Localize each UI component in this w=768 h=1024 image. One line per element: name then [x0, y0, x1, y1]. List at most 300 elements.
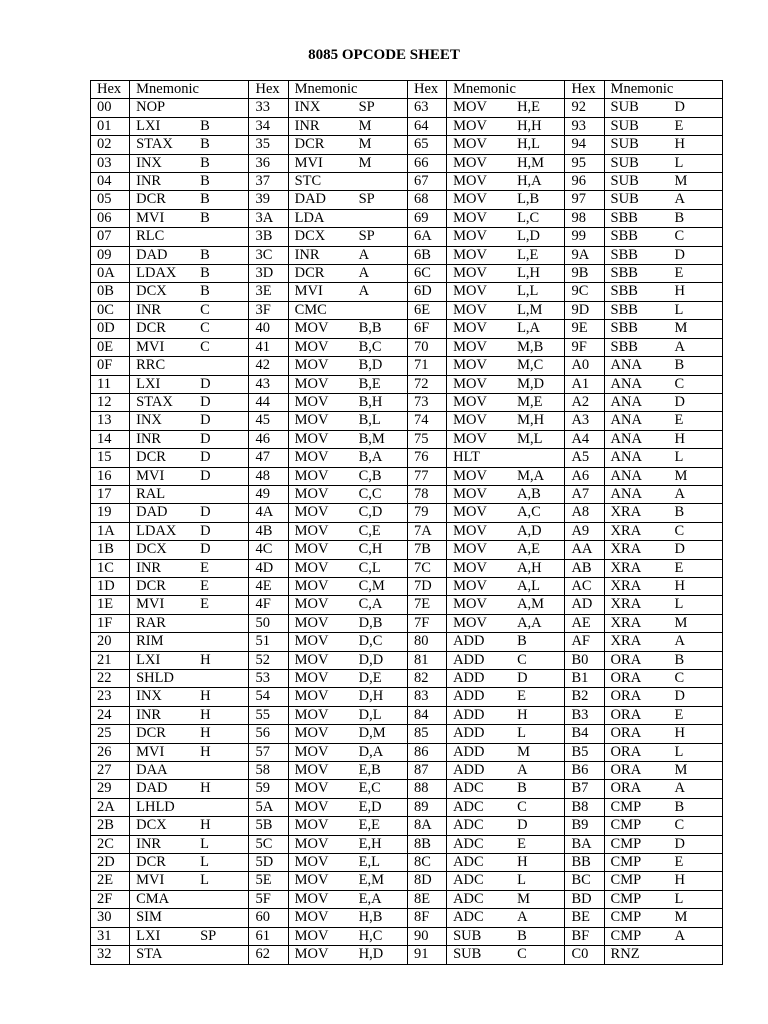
instruction-name: MVI [136, 743, 165, 760]
hex-cell: 73 [407, 393, 446, 411]
table-row [91, 817, 723, 835]
instruction-name: ADC [453, 854, 484, 871]
mnemonic-cell [447, 412, 565, 430]
mnemonic-cell [604, 485, 722, 503]
instruction-name: ANA [610, 485, 642, 502]
instruction-name: LXI [136, 117, 161, 134]
hex-cell: A6 [565, 467, 604, 485]
instruction-name: INX [294, 99, 321, 116]
instruction-operand: D [200, 522, 211, 539]
hex-cell: 01 [91, 117, 130, 135]
instruction-operand: C [517, 651, 527, 668]
table-row [91, 909, 723, 927]
instruction-name: CMP [610, 890, 642, 907]
mnemonic-cell [130, 99, 249, 117]
instruction-name: MOV [453, 614, 487, 631]
hex-cell: 0D [91, 320, 130, 338]
instruction-name: MVI [136, 338, 165, 355]
mnemonic-cell [130, 688, 249, 706]
mnemonic-cell [130, 301, 249, 319]
mnemonic-cell [130, 522, 249, 540]
instruction-operand: L,M [517, 301, 543, 318]
hex-cell: 00 [91, 99, 130, 117]
mnemonic-cell [447, 485, 565, 503]
hex-cell: A8 [565, 504, 604, 522]
table-row [91, 798, 723, 816]
instruction-name: CMC [294, 301, 327, 318]
hex-cell: 5B [249, 817, 288, 835]
hex-cell: 61 [249, 927, 288, 945]
instruction-name: CMP [610, 927, 642, 944]
instruction-operand: E [200, 577, 209, 594]
table-row [91, 449, 723, 467]
instruction-operand: H,L [517, 136, 541, 153]
mnemonic-cell [288, 559, 407, 577]
hex-cell: B5 [565, 743, 604, 761]
mnemonic-cell [604, 577, 722, 595]
mnemonic-cell [288, 246, 407, 264]
hex-cell: 7A [407, 522, 446, 540]
instruction-operand: A,H [517, 559, 542, 576]
instruction-name: MOV [294, 412, 329, 429]
table-row [91, 412, 723, 430]
hex-cell: 95 [565, 154, 604, 172]
instruction-name: MOV [453, 485, 487, 502]
hex-cell: 31 [91, 927, 130, 945]
instruction-name: ORA [610, 725, 642, 742]
mnemonic-cell [604, 504, 722, 522]
instruction-name: INR [136, 430, 162, 447]
instruction-name: XRA [610, 577, 642, 594]
mnemonic-cell [288, 209, 407, 227]
hex-cell: C0 [565, 946, 604, 964]
mnemonic-cell [288, 854, 407, 872]
instruction-operand: SP [200, 927, 217, 944]
instruction-operand: B [200, 191, 210, 208]
mnemonic-cell [130, 357, 249, 375]
instruction-operand: H [200, 651, 211, 668]
instruction-name: MOV [453, 338, 487, 355]
mnemonic-cell [447, 246, 565, 264]
instruction-operand: L [674, 449, 684, 466]
instruction-operand: H [200, 706, 211, 723]
hex-cell: 13 [91, 412, 130, 430]
instruction-name: CMP [610, 798, 642, 815]
instruction-operand: C [674, 817, 685, 834]
mnemonic-cell [130, 762, 249, 780]
mnemonic-cell [288, 320, 407, 338]
opcode-table [90, 80, 723, 965]
mnemonic-cell [447, 854, 565, 872]
mnemonic-cell [130, 320, 249, 338]
table-row [91, 946, 723, 964]
instruction-name: ADC [453, 817, 484, 834]
instruction-name: DCR [136, 191, 166, 208]
instruction-operand: M,D [517, 375, 545, 392]
hex-cell: 12 [91, 393, 130, 411]
mnemonic-cell [288, 614, 407, 632]
instruction-operand: E [517, 835, 526, 852]
hex-cell: A0 [565, 357, 604, 375]
instruction-operand: D [200, 449, 211, 466]
instruction-name: SIM [136, 909, 162, 926]
mnemonic-cell [604, 743, 722, 761]
hex-cell: 5E [249, 872, 288, 890]
mnemonic-cell [604, 191, 722, 209]
instruction-operand: A [358, 265, 370, 282]
hex-cell: 56 [249, 725, 288, 743]
mnemonic-cell [447, 780, 565, 798]
instruction-name: MOV [453, 228, 487, 245]
instruction-name: MOV [294, 614, 329, 631]
mnemonic-cell [130, 909, 249, 927]
instruction-name: MVI [294, 283, 323, 300]
hex-cell: 17 [91, 485, 130, 503]
mnemonic-cell [288, 596, 407, 614]
instruction-name: DCR [136, 725, 166, 742]
hex-cell: 83 [407, 688, 446, 706]
mnemonic-cell [447, 393, 565, 411]
instruction-operand: L,A [517, 320, 541, 337]
instruction-name: CMP [610, 817, 642, 834]
instruction-name: ADD [453, 688, 485, 705]
instruction-operand: B,H [358, 393, 383, 410]
instruction-operand: B [200, 209, 210, 226]
instruction-operand: M,B [517, 338, 544, 355]
hex-cell: 3A [249, 209, 288, 227]
hex-cell: 4A [249, 504, 288, 522]
hex-cell: 09 [91, 246, 130, 264]
instruction-name: DCX [136, 817, 167, 834]
mnemonic-cell [288, 485, 407, 503]
hex-cell: AD [565, 596, 604, 614]
instruction-name: MOV [294, 485, 329, 502]
instruction-name: MOV [294, 504, 329, 521]
hex-cell: 50 [249, 614, 288, 632]
instruction-name: ADD [453, 651, 485, 668]
instruction-name: STAX [136, 393, 173, 410]
instruction-operand: A [674, 485, 686, 502]
instruction-operand: A [674, 633, 686, 650]
table-row [91, 393, 723, 411]
hex-cell: BF [565, 927, 604, 945]
instruction-name: ADC [453, 835, 484, 852]
mnemonic-cell [130, 670, 249, 688]
instruction-operand: B [674, 651, 685, 668]
hex-cell: 91 [407, 946, 446, 964]
instruction-operand: D,M [358, 725, 386, 742]
instruction-name: MOV [453, 246, 487, 263]
table-row [91, 706, 723, 724]
mnemonic-cell [447, 614, 565, 632]
mnemonic-cell [604, 854, 722, 872]
hex-cell: 94 [565, 136, 604, 154]
instruction-name: MOV [453, 209, 487, 226]
mnemonic-cell [447, 706, 565, 724]
instruction-name: MOV [453, 412, 487, 429]
table-row [91, 927, 723, 945]
table-row [91, 265, 723, 283]
hex-cell: A3 [565, 412, 604, 430]
instruction-operand: A,E [517, 541, 541, 558]
mnemonic-cell [288, 283, 407, 301]
instruction-name: MOV [453, 117, 487, 134]
hex-cell: 1A [91, 522, 130, 540]
instruction-operand: B [200, 265, 210, 282]
hex-cell: 7C [407, 559, 446, 577]
instruction-operand: M,E [517, 393, 543, 410]
instruction-operand: D [200, 467, 211, 484]
table-row [91, 559, 723, 577]
hex-cell: 46 [249, 430, 288, 448]
hex-cell: 14 [91, 430, 130, 448]
instruction-name: INR [136, 559, 162, 576]
instruction-operand: A [674, 780, 686, 797]
hex-cell: BC [565, 872, 604, 890]
instruction-operand: L,D [517, 228, 541, 245]
hex-cell: 0E [91, 338, 130, 356]
instruction-name: MOV [294, 872, 329, 889]
instruction-operand: H,D [358, 946, 384, 963]
hex-cell: 48 [249, 467, 288, 485]
instruction-name: RIM [136, 633, 164, 650]
mnemonic-header: Mnemonic [447, 81, 565, 99]
mnemonic-cell [604, 946, 722, 964]
mnemonic-cell [130, 798, 249, 816]
instruction-operand: D,A [358, 743, 384, 760]
hex-cell: 43 [249, 375, 288, 393]
instruction-operand: D [674, 246, 686, 263]
instruction-operand: E [674, 559, 684, 576]
instruction-operand: M [358, 117, 372, 134]
instruction-name: CMP [610, 909, 642, 926]
mnemonic-cell [130, 191, 249, 209]
instruction-operand: E [200, 559, 209, 576]
instruction-operand: L [517, 872, 526, 889]
mnemonic-cell [130, 614, 249, 632]
hex-cell: 98 [565, 209, 604, 227]
hex-cell: 9B [565, 265, 604, 283]
table-row [91, 890, 723, 908]
table-row [91, 670, 723, 688]
instruction-name: SUB [610, 191, 639, 208]
hex-cell: 4D [249, 559, 288, 577]
instruction-name: MOV [453, 541, 487, 558]
mnemonic-cell [447, 596, 565, 614]
instruction-operand: E,E [358, 817, 380, 834]
instruction-name: ADD [453, 743, 485, 760]
hex-cell: 8D [407, 872, 446, 890]
instruction-operand: M [674, 173, 688, 190]
mnemonic-cell [288, 430, 407, 448]
mnemonic-cell [130, 927, 249, 945]
hex-cell: 54 [249, 688, 288, 706]
instruction-operand: A [674, 927, 686, 944]
instruction-operand: D,D [358, 651, 384, 668]
instruction-name: MOV [294, 706, 329, 723]
mnemonic-cell [604, 817, 722, 835]
instruction-name: MOV [453, 357, 487, 374]
mnemonic-cell [447, 191, 565, 209]
hex-cell: 4F [249, 596, 288, 614]
instruction-name: ANA [610, 357, 642, 374]
mnemonic-cell [130, 577, 249, 595]
instruction-name: CMP [610, 872, 642, 889]
instruction-name: MOV [453, 504, 487, 521]
mnemonic-cell [447, 154, 565, 172]
instruction-operand: E,H [358, 835, 382, 852]
instruction-operand: B,M [358, 430, 385, 447]
mnemonic-cell [604, 173, 722, 191]
table-row [91, 743, 723, 761]
hex-cell: 9A [565, 246, 604, 264]
instruction-operand: H,H [517, 117, 542, 134]
mnemonic-cell [604, 393, 722, 411]
instruction-operand: M,A [517, 467, 545, 484]
instruction-name: ADD [453, 633, 485, 650]
instruction-name: MOV [294, 854, 329, 871]
hex-cell: 3B [249, 228, 288, 246]
mnemonic-cell [604, 688, 722, 706]
mnemonic-cell [604, 467, 722, 485]
hex-cell: 6D [407, 283, 446, 301]
hex-cell: 72 [407, 375, 446, 393]
hex-cell: 92 [565, 99, 604, 117]
table-row [91, 577, 723, 595]
mnemonic-cell [604, 246, 722, 264]
instruction-operand: C [200, 301, 210, 318]
mnemonic-cell [447, 99, 565, 117]
hex-cell: 58 [249, 762, 288, 780]
instruction-operand: L [517, 725, 526, 742]
instruction-operand: H,B [358, 909, 383, 926]
instruction-operand: C [200, 338, 210, 355]
mnemonic-cell [604, 117, 722, 135]
hex-cell: A5 [565, 449, 604, 467]
hex-cell: 47 [249, 449, 288, 467]
instruction-name: MOV [294, 946, 329, 963]
hex-header: Hex [249, 81, 288, 99]
mnemonic-cell [288, 154, 407, 172]
mnemonic-cell [447, 173, 565, 191]
instruction-operand: A [358, 246, 370, 263]
mnemonic-cell [604, 136, 722, 154]
mnemonic-cell [288, 817, 407, 835]
instruction-name: MOV [453, 375, 487, 392]
hex-cell: 4E [249, 577, 288, 595]
table-row [91, 633, 723, 651]
instruction-name: LHLD [136, 798, 175, 815]
instruction-name: SUB [453, 946, 482, 963]
mnemonic-cell [288, 688, 407, 706]
mnemonic-cell [130, 890, 249, 908]
mnemonic-cell [288, 835, 407, 853]
instruction-name: MOV [294, 320, 329, 337]
instruction-name: XRA [610, 614, 642, 631]
instruction-name: XRA [610, 633, 642, 650]
instruction-operand: A [517, 909, 528, 926]
mnemonic-cell [604, 301, 722, 319]
hex-cell: 32 [91, 946, 130, 964]
instruction-operand: B [674, 504, 685, 521]
mnemonic-cell [604, 890, 722, 908]
table-row [91, 541, 723, 559]
instruction-name: HLT [453, 449, 480, 466]
instruction-operand: H [200, 743, 211, 760]
hex-cell: 9E [565, 320, 604, 338]
hex-cell: 0B [91, 283, 130, 301]
instruction-name: LXI [136, 927, 161, 944]
mnemonic-cell [447, 136, 565, 154]
hex-cell: 2A [91, 798, 130, 816]
mnemonic-cell [130, 430, 249, 448]
instruction-name: ADD [453, 725, 485, 742]
instruction-operand: H [517, 854, 528, 871]
hex-cell: 6B [407, 246, 446, 264]
hex-cell: 0C [91, 301, 130, 319]
instruction-operand: E,C [358, 780, 381, 797]
instruction-name: DCX [136, 283, 167, 300]
instruction-operand: A [674, 191, 686, 208]
hex-cell: 44 [249, 393, 288, 411]
hex-cell: 2C [91, 835, 130, 853]
instruction-operand: H [200, 725, 211, 742]
instruction-name: MOV [294, 688, 329, 705]
mnemonic-cell [130, 946, 249, 964]
opcode-table-body [91, 81, 723, 965]
instruction-name: STAX [136, 136, 173, 153]
instruction-name: MOV [453, 393, 487, 410]
hex-cell: 1D [91, 577, 130, 595]
hex-cell: 6F [407, 320, 446, 338]
instruction-operand: B,C [358, 338, 382, 355]
mnemonic-cell [288, 670, 407, 688]
mnemonic-cell [288, 651, 407, 669]
mnemonic-cell [288, 798, 407, 816]
mnemonic-cell [130, 541, 249, 559]
mnemonic-cell [604, 909, 722, 927]
mnemonic-cell [130, 817, 249, 835]
mnemonic-cell [604, 154, 722, 172]
hex-cell: 41 [249, 338, 288, 356]
instruction-operand: L [674, 154, 684, 171]
instruction-name: MOV [294, 430, 329, 447]
instruction-operand: A [674, 338, 686, 355]
instruction-operand: L [200, 872, 209, 889]
instruction-operand: C [674, 522, 685, 539]
instruction-name: DCR [136, 577, 166, 594]
mnemonic-cell [447, 798, 565, 816]
instruction-name: RAL [136, 485, 166, 502]
mnemonic-cell [288, 522, 407, 540]
instruction-operand: M [674, 909, 688, 926]
instruction-name: MVI [136, 467, 165, 484]
instruction-operand: M [674, 762, 688, 779]
instruction-operand: A,D [517, 522, 542, 539]
mnemonic-cell [447, 228, 565, 246]
hex-cell: 30 [91, 909, 130, 927]
instruction-name: MOV [294, 596, 329, 613]
hex-cell: 60 [249, 909, 288, 927]
instruction-name: MOV [453, 283, 487, 300]
mnemonic-cell [130, 596, 249, 614]
instruction-name: SUB [610, 154, 639, 171]
hex-cell: B0 [565, 651, 604, 669]
hex-cell: 1F [91, 614, 130, 632]
mnemonic-cell [288, 927, 407, 945]
instruction-operand: L,L [517, 283, 539, 300]
instruction-name: ORA [610, 762, 642, 779]
